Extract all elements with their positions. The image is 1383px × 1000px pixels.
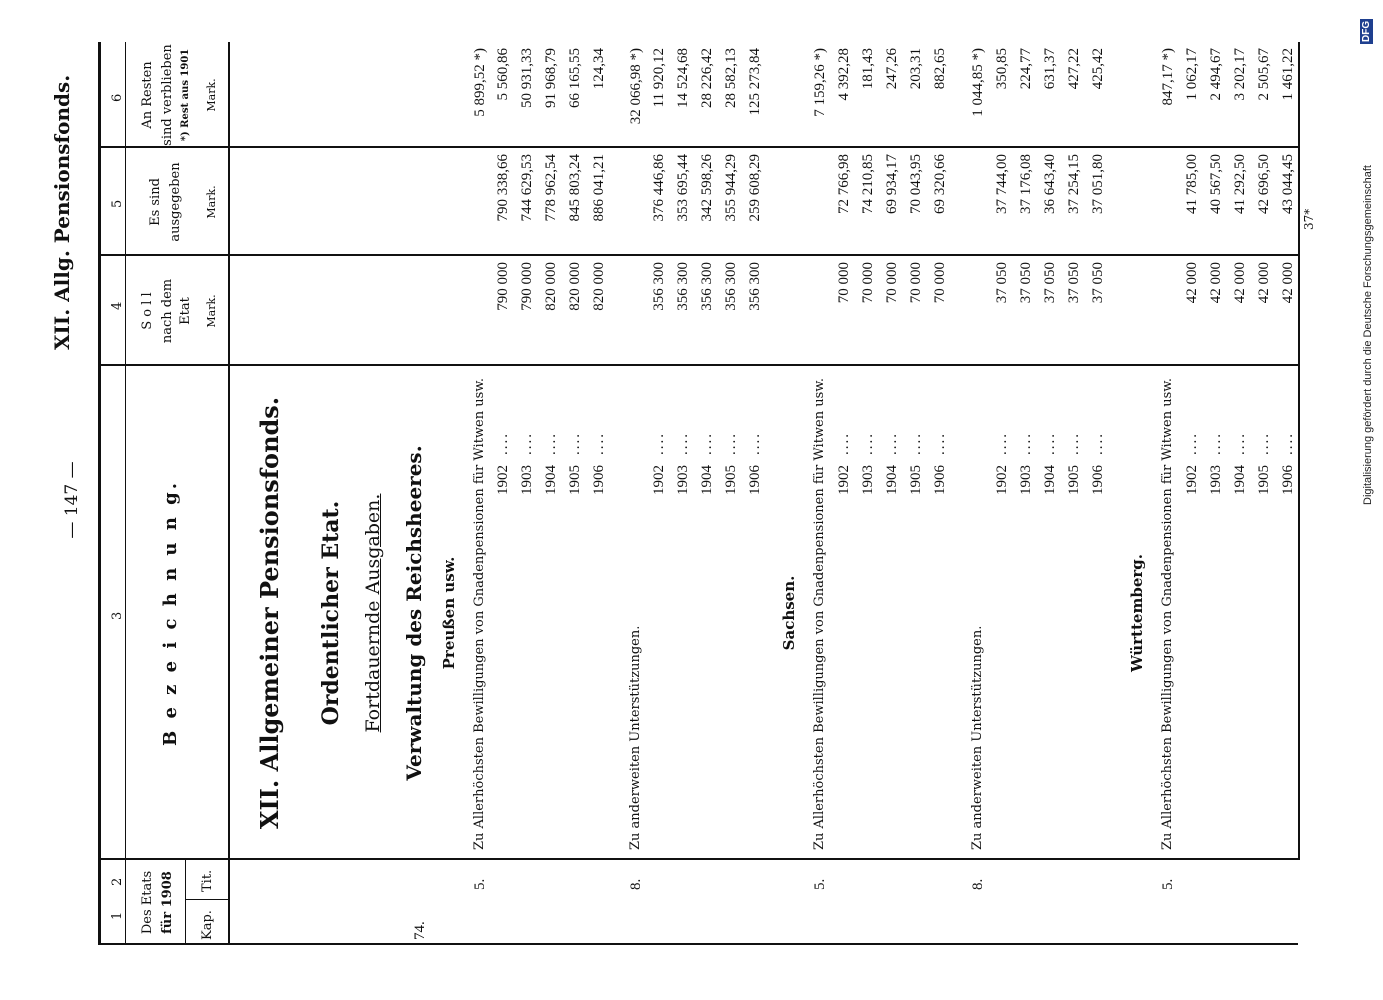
row-1903-dots: .... [1208,432,1224,455]
row-1905-year: 1905 [723,465,739,495]
col-num-2: 2 [110,877,125,886]
row-1906-soll: 70 000 [932,262,948,304]
row-1905-year: 1905 [908,465,924,495]
row-1906-dots: .... [932,432,948,455]
tit-number: 8. [628,878,644,890]
kap-number: 74. [412,921,428,940]
row-1904-soll: 356 300 [699,262,715,311]
row-1905-year: 1905 [1256,465,1272,495]
row-1906-aus: 69 320,66 [932,154,948,214]
row-1902-rest: 1 062,17 [1184,48,1200,101]
soll-header-2: nach dem [160,278,175,344]
item-text: Zu Allerhöchsten Bewilligungen von Gnadenpensionen für Witwen usw. [472,377,487,850]
rule-kap-tit [185,899,230,900]
item-text: Zu anderweiten Unterstützungen. [628,625,643,850]
row-1903-year: 1903 [860,465,876,495]
col-num-1: 1 [110,911,125,920]
row-1902-rest: 350,85 [994,48,1010,90]
row-1902-aus: 790 338,66 [495,154,511,222]
header-bottom-rule [228,42,230,945]
row-1906-rest: 1 461,22 [1280,48,1296,101]
row-1904-year: 1904 [543,465,559,495]
row-1905-rest: 427,22 [1066,48,1082,90]
row-1905-rest: 66 165,55 [567,48,583,108]
row-1906-year: 1906 [747,465,763,495]
row-1903-aus: 744 629,53 [519,154,535,222]
row-1902-year: 1902 [651,465,667,495]
row-1904-rest: 91 968,79 [543,48,559,108]
row-1905-dots: .... [723,432,739,455]
row-1906-rest: 882,65 [932,48,948,90]
row-1904-aus: 69 934,17 [884,154,900,214]
bezeichnung-header: B e z e i c h n u n g. [160,480,181,747]
row-1905-year: 1905 [567,465,583,495]
row-1902-rest: 5 560,86 [495,48,511,101]
ausgegeben-header-1: Es sind [148,178,163,226]
row-1906-year: 1906 [932,465,948,495]
row-1904-dots: .... [699,432,715,455]
item-text: Zu Allerhöchsten Bewilligungen von Gnadenpensionen für Witwen usw. [812,377,827,850]
row-1903-dots: .... [519,432,535,455]
col-num-5: 5 [110,199,125,208]
row-1902-dots: .... [836,432,852,455]
row-1906-rest: 125 273,84 [747,48,763,116]
row-1903-aus: 37 176,08 [1018,154,1034,214]
row-1904-aus: 342 598,26 [699,154,715,222]
row-1903-rest: 14 524,68 [675,48,691,108]
row-1905-aus: 355 944,29 [723,154,739,222]
table-bottom-rule [1298,42,1300,860]
reste-header-1: An Resten [140,61,155,129]
rule-left [98,943,1298,945]
soll-header-1: S o l l [140,292,155,330]
first-rest: 7 159,26 *) [812,48,828,117]
row-1902-aus: 37 744,00 [994,154,1010,214]
row-1905-dots: .... [1066,432,1082,455]
row-1904-dots: .... [884,432,900,455]
row-1906-year: 1906 [591,465,607,495]
kap-header: Kap. [200,910,215,940]
ausgegeben-header-2: ausgegeben [168,162,183,242]
row-1902-rest: 11 920,12 [651,48,667,108]
row-1903-aus: 40 567,50 [1208,154,1224,214]
row-1905-dots: .... [567,432,583,455]
row-1902-dots: .... [994,432,1010,455]
row-1904-year: 1904 [1042,465,1058,495]
row-1902-year: 1902 [994,465,1010,495]
row-1904-dots: .... [543,432,559,455]
row-1906-aus: 43 044,45 [1280,154,1296,214]
row-1902-dots: .... [651,432,667,455]
row-1905-rest: 2 505,67 [1256,48,1272,101]
row-1904-year: 1904 [1232,465,1248,495]
tit-number: 5. [1160,878,1176,890]
row-1904-soll: 70 000 [884,262,900,304]
row-1906-rest: 124,34 [591,48,607,90]
verwaltung-heading: Verwaltung des Reichsheeres. [402,445,426,781]
row-1905-dots: .... [908,432,924,455]
row-1903-soll: 70 000 [860,262,876,304]
reste-note: *) Rest aus 1901 [180,48,191,142]
row-1906-dots: .... [591,432,607,455]
col-num-6: 6 [110,93,125,102]
header-top-rule [98,42,101,945]
row-1903-year: 1903 [1208,465,1224,495]
row-1905-rest: 203,31 [908,48,924,90]
row-1905-dots: .... [1256,432,1272,455]
row-1906-year: 1906 [1090,465,1106,495]
reste-header-2: sind verblieben [160,44,175,146]
row-1903-year: 1903 [519,465,535,495]
row-1906-aus: 259 608,29 [747,154,763,222]
region-heading: Preußen usw. [440,556,458,670]
col-num-3: 3 [110,611,125,620]
first-rest: 32 066,98 *) [628,48,644,125]
row-1904-dots: .... [1232,432,1248,455]
tit-number: 8. [970,878,986,890]
row-1904-soll: 37 050 [1042,262,1058,304]
header-num-rule [125,42,126,945]
row-1902-dots: .... [1184,432,1200,455]
digitization-notice: Digitalisierung gefördert durch die Deutsche Forschungsgemeinschaft [1362,165,1374,505]
row-1905-soll: 70 000 [908,262,924,304]
row-1904-aus: 41 292,50 [1232,154,1248,214]
row-1903-rest: 2 494,67 [1208,48,1224,101]
row-1905-year: 1905 [1066,465,1082,495]
row-1904-aus: 36 643,40 [1042,154,1058,214]
soll-header-3: Etat [178,297,193,325]
row-1903-rest: 224,77 [1018,48,1034,90]
reste-mark: Mark. [205,78,218,112]
row-1906-aus: 886 041,21 [591,154,607,222]
region-heading: Württemberg. [1128,554,1146,672]
row-1903-aus: 353 695,44 [675,154,691,222]
col-num-4: 4 [110,301,125,310]
row-1906-aus: 37 051,80 [1090,154,1106,214]
row-1905-soll: 820 000 [567,262,583,311]
row-1904-rest: 247,26 [884,48,900,90]
etat-header: Des Etats [140,870,155,935]
tit-number: 5. [472,878,488,890]
row-1902-year: 1902 [836,465,852,495]
row-1903-soll: 37 050 [1018,262,1034,304]
row-1906-year: 1906 [1280,465,1296,495]
row-1903-rest: 181,43 [860,48,876,90]
row-1902-aus: 376 446,86 [651,154,667,222]
row-1902-soll: 42 000 [1184,262,1200,304]
row-1903-dots: .... [860,432,876,455]
tit-number: 5. [812,878,828,890]
soll-mark: Mark. [205,294,218,328]
row-1906-soll: 356 300 [747,262,763,311]
row-1902-year: 1902 [495,465,511,495]
row-1903-aus: 74 210,85 [860,154,876,214]
row-1903-dots: .... [675,432,691,455]
row-1906-soll: 820 000 [591,262,607,311]
ausgegeben-mark: Mark. [205,185,218,219]
row-1902-aus: 72 766,98 [836,154,852,214]
row-1903-year: 1903 [675,465,691,495]
row-1903-rest: 50 931,33 [519,48,535,108]
main-heading: XII. Allgemeiner Pensionsfonds. [255,396,284,830]
running-head: XII. Allg. Pensionsfonds. [50,74,74,350]
row-1903-soll: 42 000 [1208,262,1224,304]
row-1906-dots: .... [1090,432,1106,455]
ausgaben-heading: Fortdauernde Ausgaben. [362,493,384,733]
row-1902-soll: 790 000 [495,262,511,311]
row-1905-soll: 42 000 [1256,262,1272,304]
row-1903-dots: .... [1018,432,1034,455]
first-rest: 5 899,52 *) [472,48,488,117]
row-1902-aus: 41 785,00 [1184,154,1200,214]
row-1905-rest: 28 582,13 [723,48,739,108]
row-1902-dots: .... [495,432,511,455]
dfg-logo: DFG [1361,20,1372,42]
row-1906-dots: .... [1280,432,1296,455]
etat-year: für 1908 [160,871,175,934]
page-number: — 147 — [62,461,82,539]
row-1905-aus: 845 803,24 [567,154,583,222]
rule-after-aus [98,146,1298,148]
item-text: Zu anderweiten Unterstützungen. [970,625,985,850]
row-1904-soll: 42 000 [1232,262,1248,304]
item-text: Zu Allerhöchsten Bewilligungen von Gnadenpensionen für Witwen usw. [1160,377,1175,850]
row-1903-soll: 356 300 [675,262,691,311]
row-1904-year: 1904 [884,465,900,495]
row-1904-year: 1904 [699,465,715,495]
row-1904-soll: 820 000 [543,262,559,311]
row-1902-soll: 356 300 [651,262,667,311]
row-1904-rest: 3 202,17 [1232,48,1248,101]
row-1906-soll: 37 050 [1090,262,1106,304]
row-1903-year: 1903 [1018,465,1034,495]
row-1904-dots: .... [1042,432,1058,455]
region-heading: Sachsen. [780,575,798,651]
row-1905-soll: 37 050 [1066,262,1082,304]
row-1904-rest: 28 226,42 [699,48,715,108]
row-1902-soll: 37 050 [994,262,1010,304]
etat-sub-rule [185,860,186,945]
row-1906-dots: .... [747,432,763,455]
row-1904-rest: 631,37 [1042,48,1058,90]
row-1904-aus: 778 962,54 [543,154,559,222]
row-1902-year: 1902 [1184,465,1200,495]
row-1905-aus: 70 043,95 [908,154,924,214]
row-1903-soll: 790 000 [519,262,535,311]
row-1905-aus: 42 696,50 [1256,154,1272,214]
first-rest: 1 044,85 *) [970,48,986,117]
row-1905-soll: 356 300 [723,262,739,311]
row-1902-rest: 4 392,28 [836,48,852,101]
first-rest: 847,17 *) [1160,48,1176,106]
etat-heading: Ordentlicher Etat. [318,500,344,726]
rule-after-soll [98,254,1298,256]
row-1902-soll: 70 000 [836,262,852,304]
row-1906-rest: 425,42 [1090,48,1106,90]
row-1906-soll: 42 000 [1280,262,1296,304]
row-1905-aus: 37 254,15 [1066,154,1082,214]
signature-mark: 37* [1302,208,1316,230]
tit-header: Tit. [200,869,215,892]
